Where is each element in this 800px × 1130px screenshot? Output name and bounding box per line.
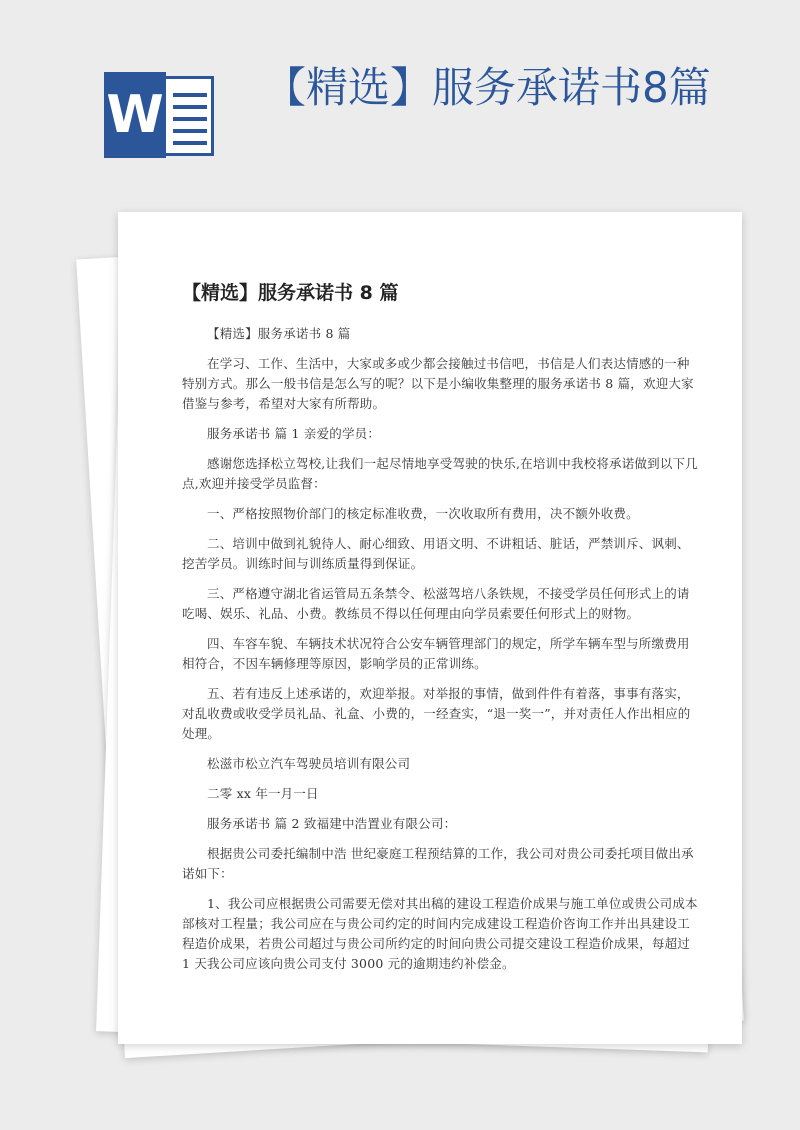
document-body <box>182 324 702 984</box>
paragraph: 一、严格按照物价部门的核定标准收费，一次收取所有费用，决不额外收费。 <box>207 506 639 521</box>
paragraph: 二零 xx 年一月一日 <box>207 786 319 801</box>
paragraph: 感谢您选择松立驾校,让我们一起尽情地享受驾驶的快乐,在培训中我校将承诺做到以下几点,欢迎并接受学员监督： <box>182 456 698 491</box>
word-letter-badge: W <box>104 72 166 158</box>
paragraph: 三、严格遵守湖北省运管局五条禁令、松滋驾培八条铁规，不接受学员任何形式上的请吃喝、娱乐、礼品、小费。教练员不得以任何理由向学员索要任何形式上的财物。 <box>182 586 690 621</box>
paragraph: 在学习、工作、生活中，大家或多或少都会接触过书信吧，书信是人们表达情感的一种特别方式。那么一般书信是怎么写的呢？以下是小编收集整理的服务承诺书 8 篇，欢迎大家借鉴与参考，希望对大家有所帮助。 <box>182 356 694 411</box>
paragraph: 【精选】服务承诺书 8 篇 <box>207 326 351 341</box>
document-heading: 【精选】服务承诺书 8 篇 <box>182 282 399 304</box>
paragraph: 根据贵公司委托编制中浩 世纪豪庭工程预结算的工作，我公司对贵公司委托项目做出承诺如下： <box>182 846 694 881</box>
paragraph: 松滋市松立汽车驾驶员培训有限公司 <box>207 756 411 771</box>
header <box>0 0 800 200</box>
paragraph: 服务承诺书 篇 2 致福建中浩置业有限公司： <box>207 816 457 831</box>
paragraph: 二、培训中做到礼貌待人、耐心细致、用语文明、不讲粗话、脏话，严禁训斥、讽刺、挖苦学员。训练时间与训练质量得到保证。 <box>182 536 690 571</box>
document-page <box>118 212 742 1044</box>
word-document-icon <box>104 72 216 158</box>
paragraph: 服务承诺书 篇 1 亲爱的学员： <box>207 426 381 441</box>
paragraph: 五、若有违反上述承诺的，欢迎举报。对举报的事情，做到件件有着落，事事有落实，对乱收费或收受学员礼品、礼盒、小费的，一经查实，“退一奖一”，并对责任人作出相应的处理。 <box>182 686 691 741</box>
paragraph: 四、车容车貌、车辆技术状况符合公安车辆管理部门的规定，所学车辆车型与所缴费用相符合，不因车辆修理等原因，影响学员的正常训练。 <box>182 636 690 671</box>
page-title: 【精选】服务承诺书8篇 <box>264 63 711 112</box>
paragraph: 1、我公司应根据贵公司需要无偿对其出稿的建设工程造价成果与施工单位或贵公司成本部核对工程量；我公司应在与贵公司约定的时间内完成建设工程造价咨询工作并出具建设工程造价成果，若贵公司超过与贵公司所约定的时间向贵公司提交建设工程造价成果，每超过 1 天我公司应该向贵公司支付 3000 元的逾期违约补偿金。 <box>182 896 698 971</box>
